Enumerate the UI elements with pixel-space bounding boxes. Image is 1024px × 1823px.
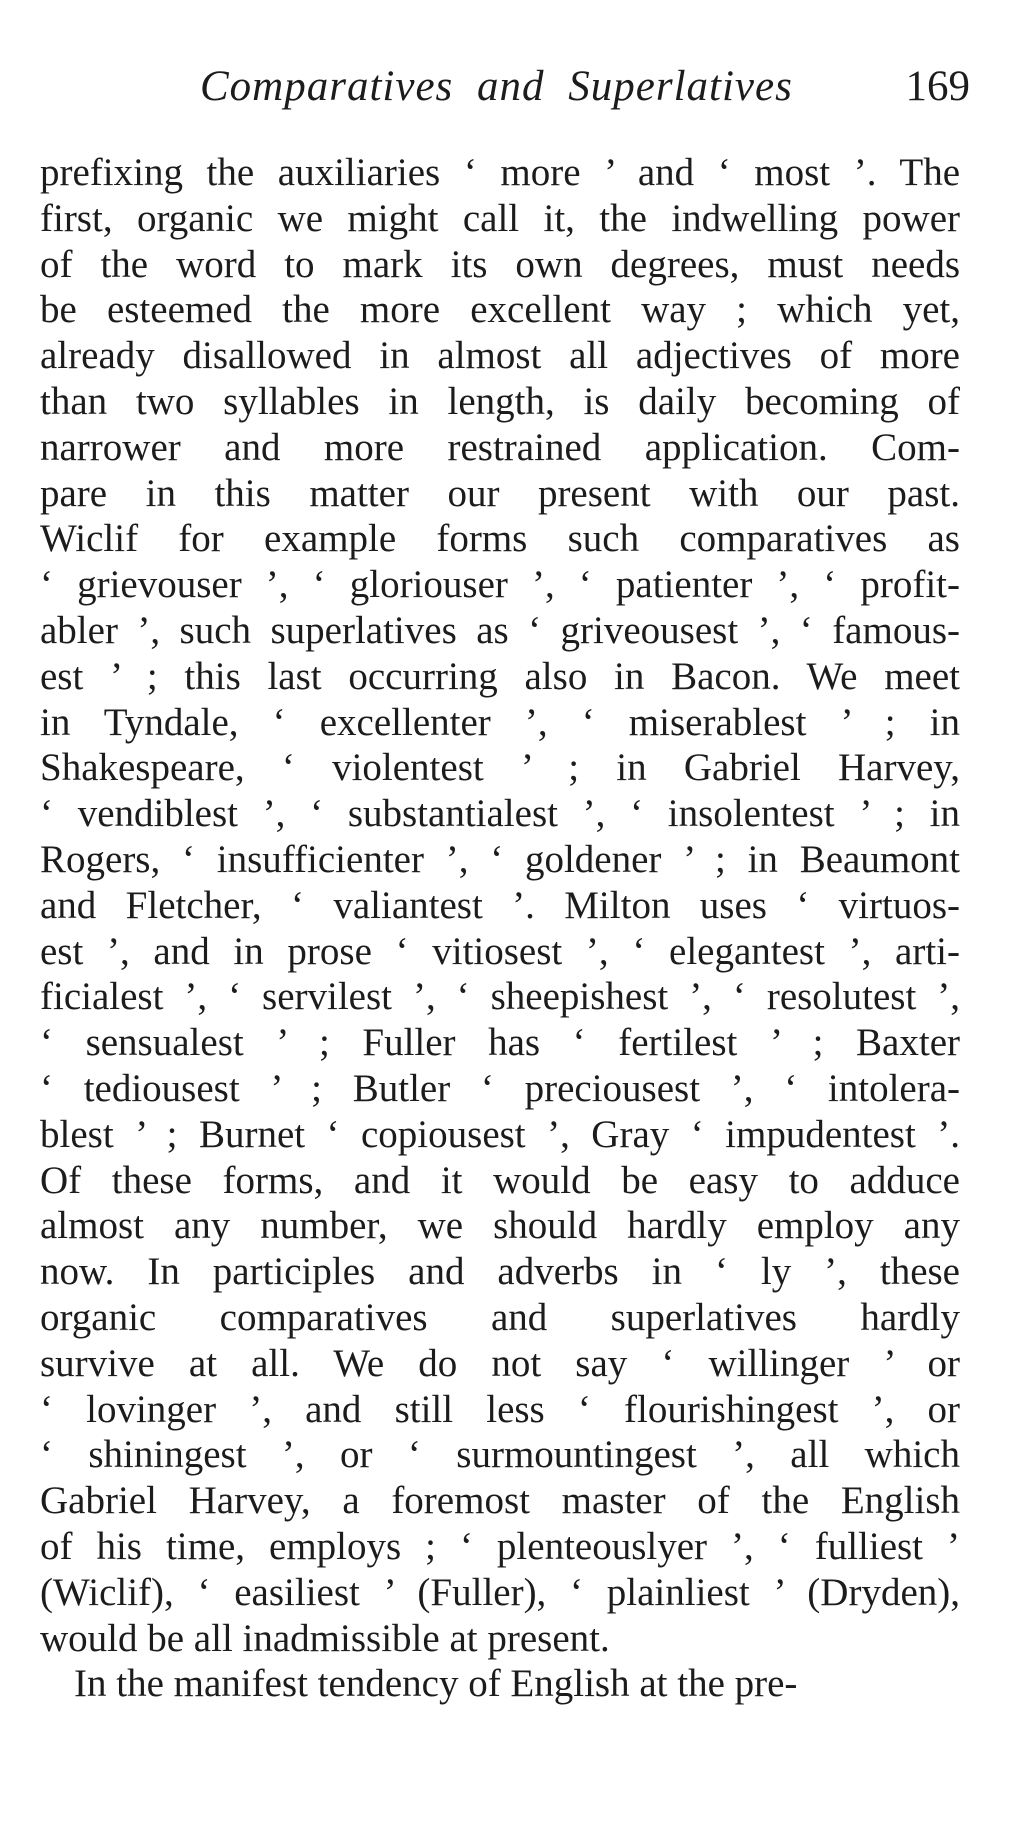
paragraph	[40, 150, 960, 1661]
paragraph	[40, 1661, 960, 1707]
text-line: survive at all. We do not say ‘ willinger ’ or	[40, 1341, 960, 1385]
text-line: and Fletcher, ‘ valiantest ’. Milton uses ‘ virtuos-	[40, 883, 960, 927]
text-line: already disallowed in almost all adjectives of more	[40, 334, 960, 378]
text-line: Wiclif for example forms such comparatives as	[40, 517, 960, 561]
text-line: first, organic we might call it, the indwelling power	[40, 196, 960, 240]
text-line: ‘ shiningest ’, or ‘ surmountingest ’, all which	[40, 1433, 960, 1477]
text-line: ‘ lovinger ’, and still less ‘ flourishingest ’, or	[40, 1387, 960, 1431]
running-title: Comparatives and Superlatives	[200, 63, 793, 110]
text-line: ‘ sensualest ’ ; Fuller has ‘ fertilest ’ ; Baxter	[40, 1021, 960, 1065]
text-line: of his time, employs ; ‘ plenteouslyer ’, ‘ fulliest ’	[40, 1524, 960, 1568]
page-header	[200, 62, 970, 118]
text-line: of the word to mark its own degrees, must needs	[40, 242, 960, 286]
text-line: pare in this matter our present with our past.	[40, 471, 960, 515]
text-line: est ’ ; this last occurring also in Bacon. We meet	[40, 654, 960, 698]
body-text	[40, 150, 960, 1707]
text-line: est ’, and in prose ‘ vitiosest ’, ‘ elegantest ’, arti-	[40, 929, 960, 973]
text-line: now. In participles and adverbs in ‘ ly ’, these	[40, 1250, 960, 1294]
text-line: ‘ vendiblest ’, ‘ substantialest ’, ‘ insolentest ’ ; in	[40, 792, 960, 836]
text-line: ‘ grievouser ’, ‘ gloriouser ’, ‘ patienter ’, ‘ profit-	[40, 563, 960, 607]
text-line: blest ’ ; Burnet ‘ copiousest ’, Gray ‘ impudentest ’.	[40, 1112, 960, 1156]
text-line: Rogers, ‘ insufficienter ’, ‘ goldener ’ ; in Beaumont	[40, 837, 960, 881]
text-line: prefixing the auxiliaries ‘ more ’ and ‘ most ’. The	[40, 151, 960, 194]
text-line: ‘ tediousest ’ ; Butler ‘ preciousest ’, ‘ intolera-	[40, 1066, 960, 1110]
text-line: Of these forms, and it would be easy to adduce	[40, 1158, 960, 1202]
text-line: (Wiclif), ‘ easiliest ’ (Fuller), ‘ plainliest ’ (Dryden),	[40, 1570, 960, 1614]
text-line: In the manifest tendency of English at the pre-	[74, 1662, 798, 1706]
text-line: than two syllables in length, is daily becoming of	[40, 379, 960, 423]
text-line: almost any number, we should hardly employ any	[40, 1204, 960, 1248]
text-line: organic comparatives and superlatives hardly	[40, 1295, 960, 1339]
text-line: ficialest ’, ‘ servilest ’, ‘ sheepishest ’, ‘ resolutest ’,	[40, 975, 960, 1019]
text-line: abler ’, such superlatives as ‘ griveousest ’, ‘ famous-	[40, 608, 960, 652]
text-line: Gabriel Harvey, a foremost master of the English	[40, 1479, 960, 1523]
text-line: Shakespeare, ‘ violentest ’ ; in Gabriel Harvey,	[40, 746, 960, 790]
text-line: be esteemed the more excellent way ; which yet,	[40, 288, 960, 332]
text-line: in Tyndale, ‘ excellenter ’, ‘ miserablest ’ ; in	[40, 700, 960, 744]
text-line: narrower and more restrained application. Com-	[40, 425, 960, 469]
page-number: 169	[905, 63, 970, 110]
text-line: would be all inadmissible at present.	[40, 1616, 610, 1660]
